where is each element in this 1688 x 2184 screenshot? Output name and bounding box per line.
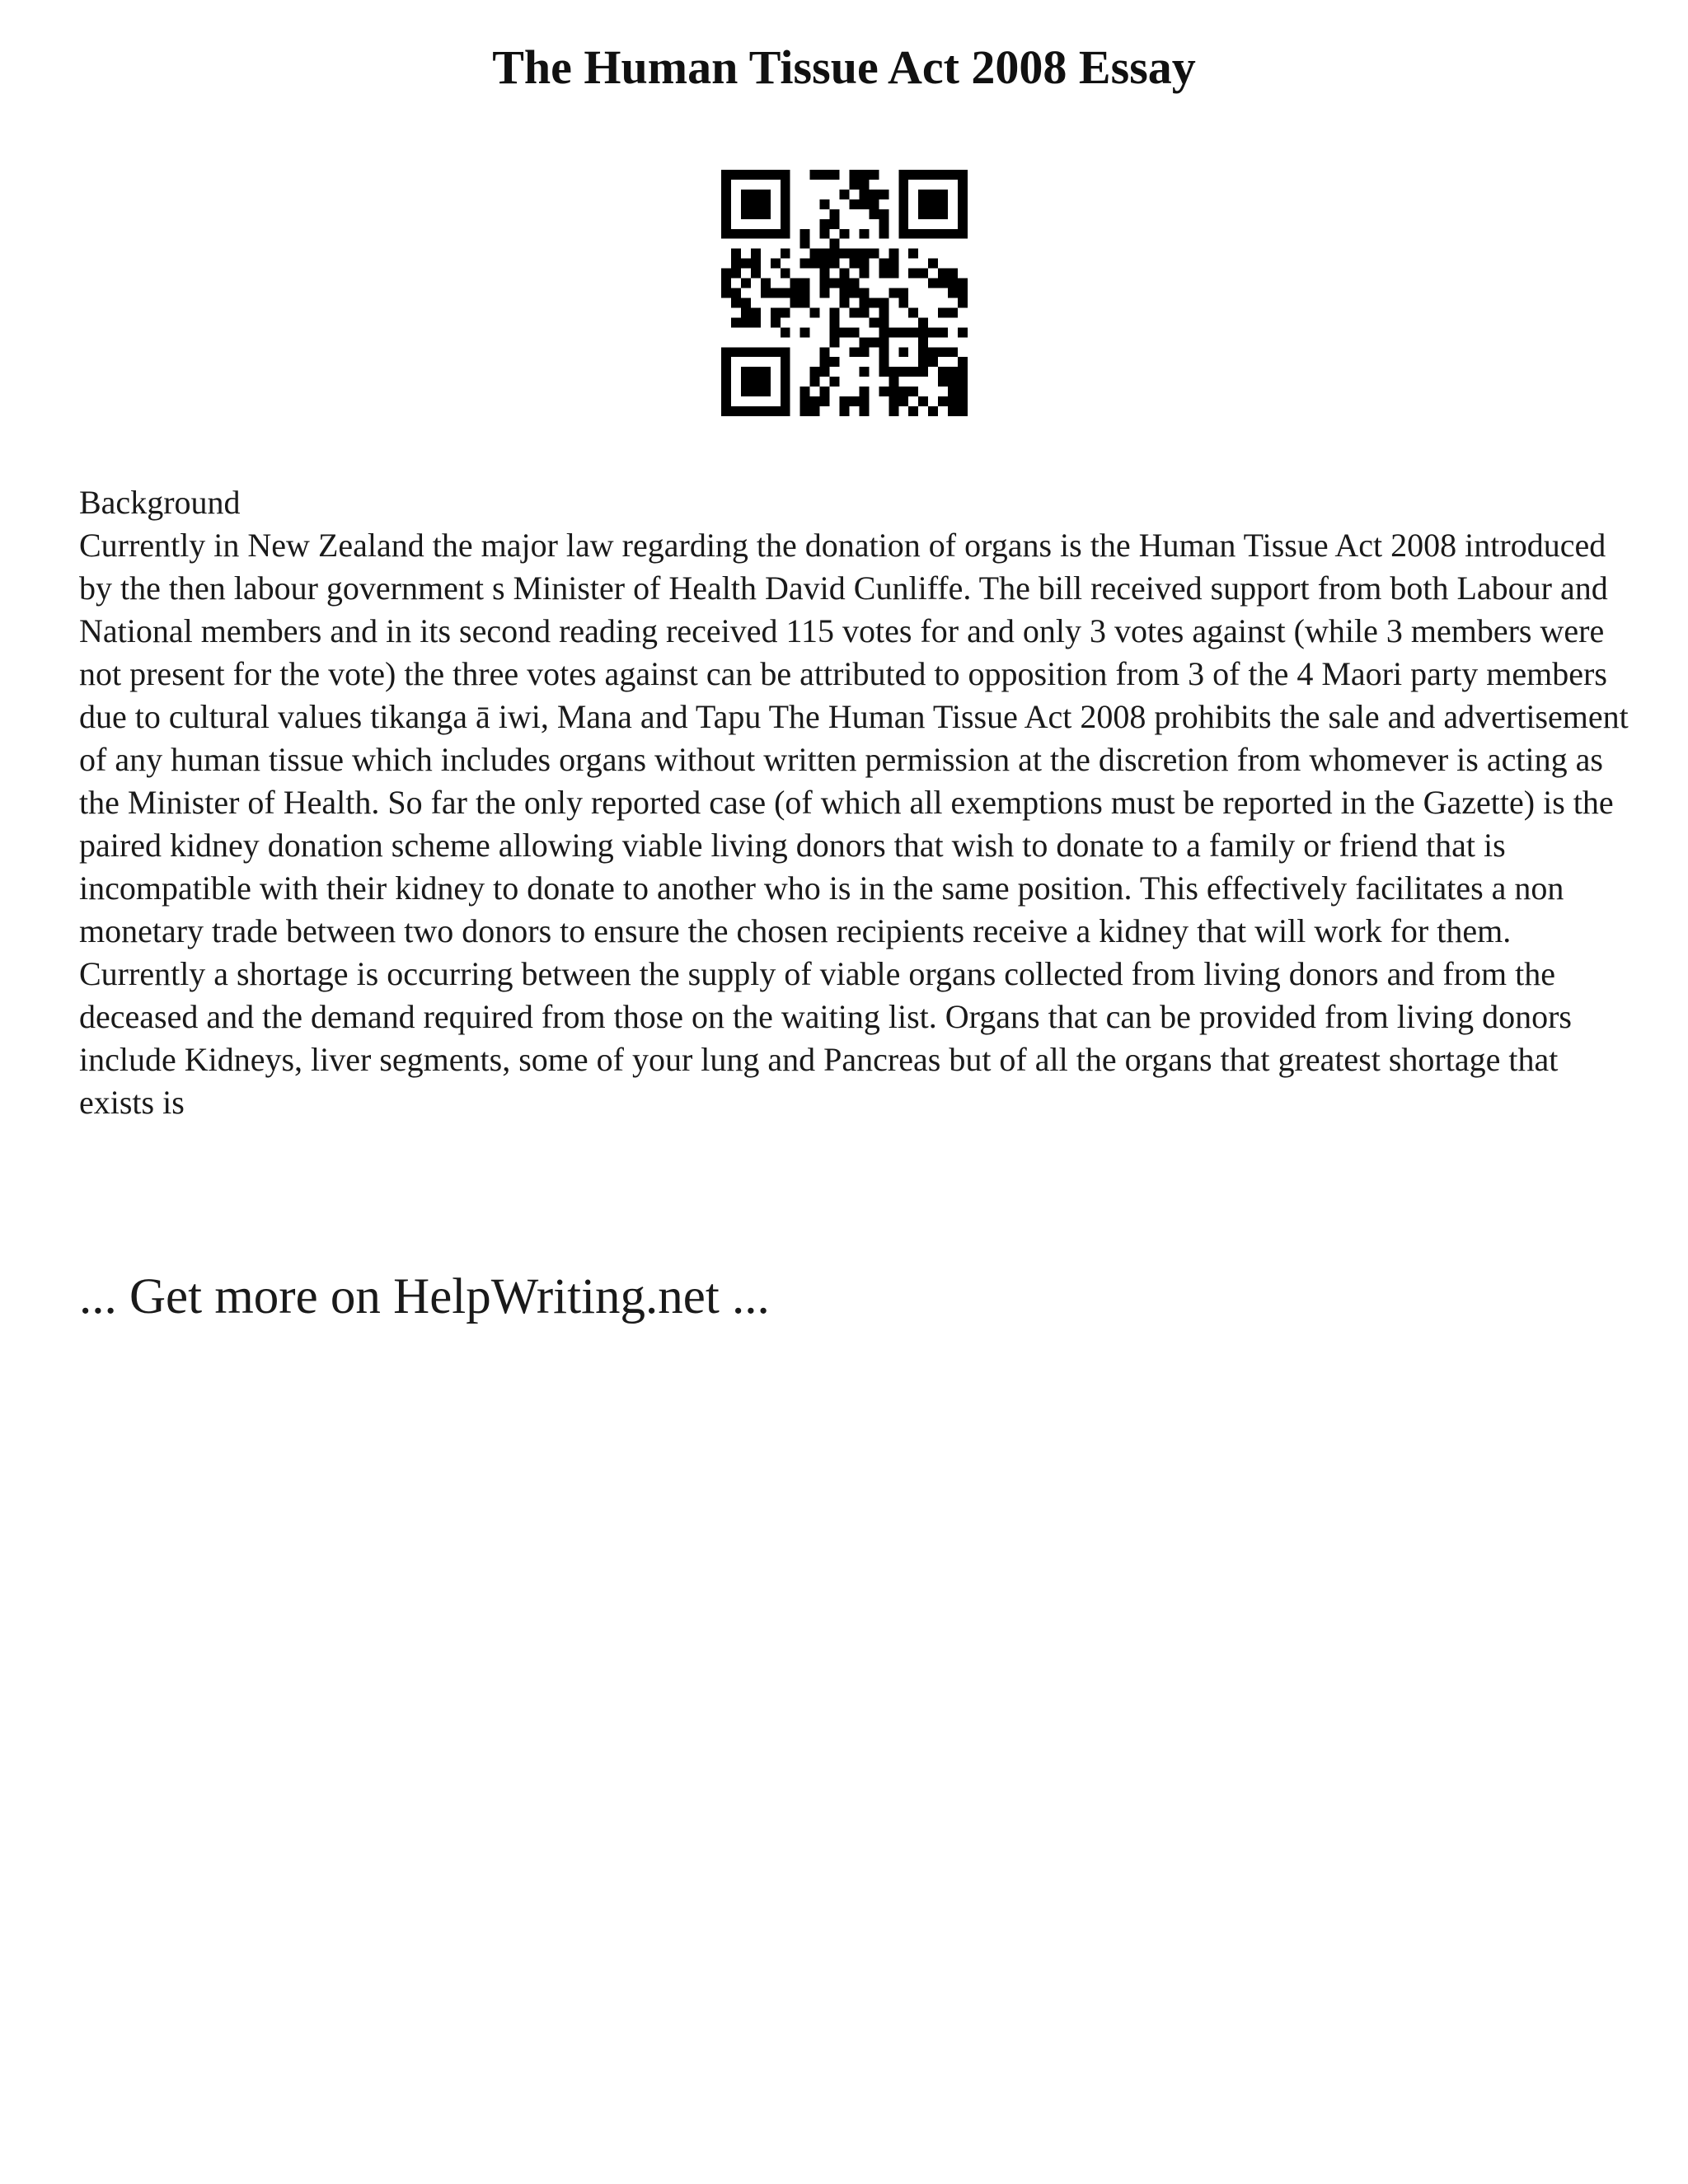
document-title: The Human Tissue Act 2008 Essay bbox=[492, 40, 1196, 94]
paragraph-2: Currently a shortage is occurring between the supply of viable organs collected from living donors and from the deceased and the demand required from those on the waiting list. Organs that can be provided from living donors include Kidneys, liver segments, some of your lung and Pancreas but of all the organs that greatest shortage that exists is bbox=[79, 955, 1572, 1121]
qr-code-icon bbox=[721, 170, 968, 416]
section-heading: Background bbox=[79, 484, 241, 521]
paragraph-1: Currently in New Zealand the major law regarding the donation of organs is the Human Tissue Act 2008 introduced by the then labour government s Minister of Health David Cunliffe. The bill received support from both Labour and National members and in its second reading received 115 votes for and only 3 votes against (while 3 members were not present for the vote) the three votes against can be attributed to opposition from 3 of the 4 Maori party members due to cultural values tikanga ā iwi, Mana and Tapu The Human Tissue Act 2008 prohibits the sale and advertisement of any human tissue which includes organs without written permission at the discretion from whomever is acting as the Minister of Health. So far the only reported case (of which all exemptions must be reported in the Gazette) is the paired kidney donation scheme allowing viable living donors that wish to donate to a family or friend that is incompatible with their kidney to donate to another who is in the same position. This effectively facilitates a non monetary trade between two donors to ensure the chosen recipients receive a kidney that will work for them. bbox=[79, 527, 1629, 949]
get-more-link[interactable]: ... Get more on HelpWriting.net ... bbox=[79, 1269, 770, 1324]
essay-body bbox=[79, 481, 1637, 1124]
